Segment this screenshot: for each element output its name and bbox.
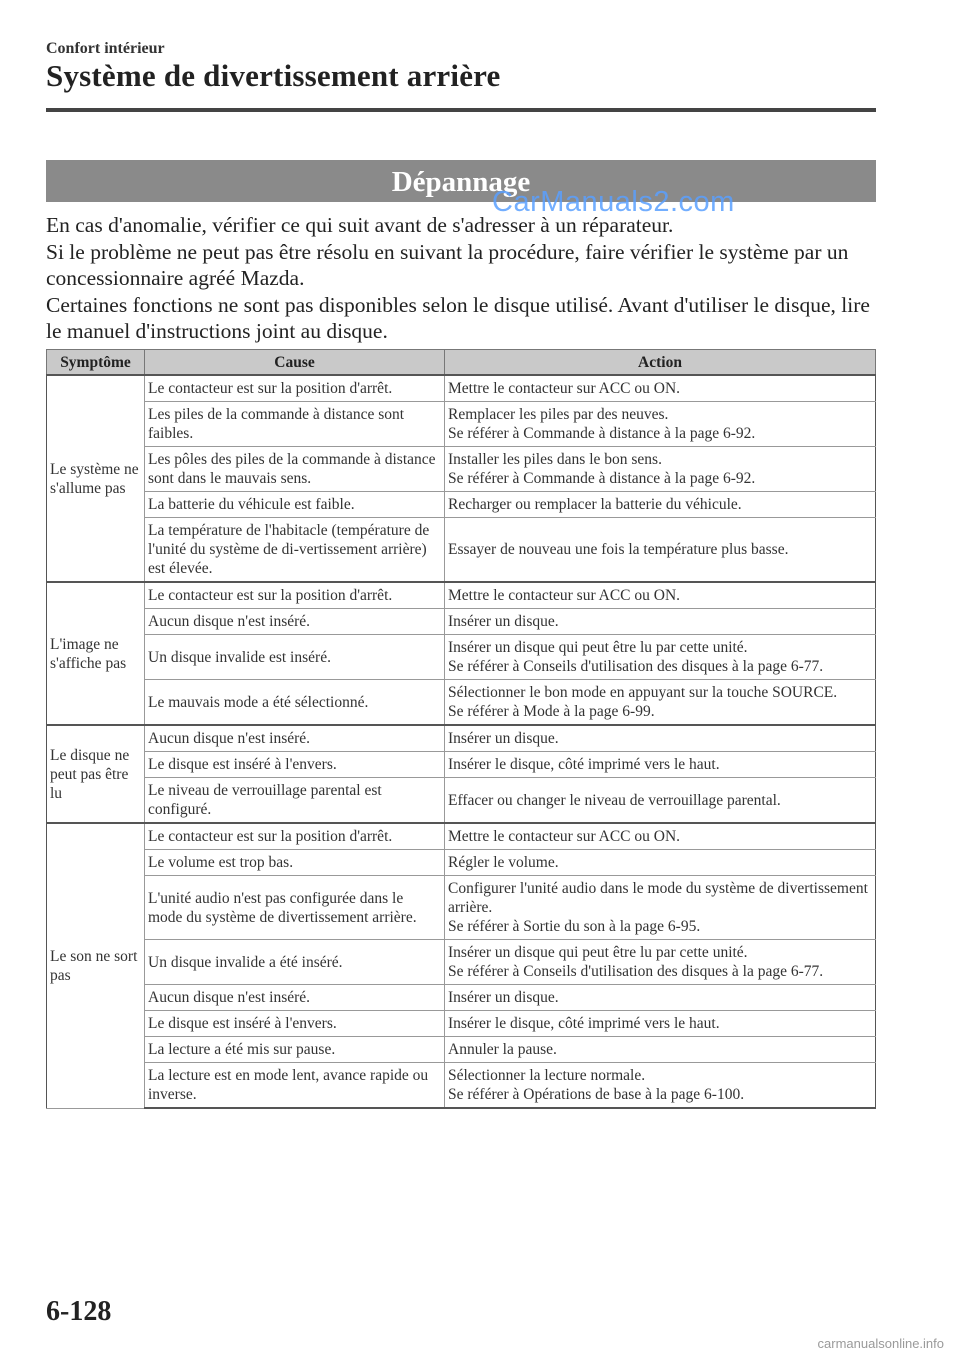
cause-cell: Aucun disque n'est inséré. [145, 985, 445, 1011]
cause-cell: Aucun disque n'est inséré. [145, 609, 445, 635]
cause-cell: Le contacteur est sur la position d'arrêt. [145, 582, 445, 609]
action-cell: Configurer l'unité audio dans le mode du système de divertissement arrière. Se référer à Sortie du son à la page 6-95. [445, 876, 876, 940]
page-title: Système de divertissement arrière [46, 58, 501, 93]
cause-cell: Un disque invalide est inséré. [145, 635, 445, 680]
table-row [47, 635, 876, 680]
cause-cell: Le mauvais mode a été sélectionné. [145, 680, 445, 726]
cause-cell: Les pôles des piles de la commande à distance sont dans le mauvais sens. [145, 447, 445, 492]
cause-cell: La batterie du véhicule est faible. [145, 492, 445, 518]
table-header-row [47, 350, 876, 376]
table-row [47, 1011, 876, 1037]
symptom-cell: Le son ne sort pas [47, 823, 145, 1108]
cause-cell: Le disque est inséré à l'envers. [145, 752, 445, 778]
header-cause: Cause [145, 350, 445, 376]
table-row [47, 1037, 876, 1063]
action-cell: Essayer de nouveau une fois la température plus basse. [445, 518, 876, 583]
cause-cell: Le disque est inséré à l'envers. [145, 1011, 445, 1037]
troubleshooting-table [46, 349, 876, 1109]
intro-paragraph: Si le problème ne peut pas être résolu en suivant la procédure, faire vérifier le système par un concessionnaire agréé Mazda. [46, 239, 849, 290]
table-row [47, 940, 876, 985]
table-body [47, 375, 876, 1108]
action-cell: Sélectionner la lecture normale. Se référer à Opérations de base à la page 6-100. [445, 1063, 876, 1109]
action-cell: Insérer un disque qui peut être lu par cette unité. Se référer à Conseils d'utilisation des disques à la page 6-77. [445, 635, 876, 680]
cause-cell: Le niveau de verrouillage parental est configuré. [145, 778, 445, 824]
cause-cell: Le contacteur est sur la position d'arrêt. [145, 375, 445, 402]
title-divider [46, 108, 876, 112]
action-cell: Sélectionner le bon mode en appuyant sur la touche SOURCE. Se référer à Mode à la page 6-99. [445, 680, 876, 726]
table-row [47, 985, 876, 1011]
table-row [47, 752, 876, 778]
table-row [47, 609, 876, 635]
cause-cell: Le volume est trop bas. [145, 850, 445, 876]
table-row [47, 725, 876, 752]
action-cell: Installer les piles dans le bon sens. Se référer à Commande à distance à la page 6-92. [445, 447, 876, 492]
action-cell: Insérer le disque, côté imprimé vers le haut. [445, 1011, 876, 1037]
table-row [47, 375, 876, 402]
action-cell: Mettre le contacteur sur ACC ou ON. [445, 582, 876, 609]
cause-cell: L'unité audio n'est pas configurée dans le mode du système de divertissement arrière. [145, 876, 445, 940]
cause-cell: Le contacteur est sur la position d'arrêt. [145, 823, 445, 850]
table-row [47, 518, 876, 583]
table-row [47, 402, 876, 447]
symptom-cell: Le système ne s'allume pas [47, 375, 145, 582]
action-cell: Remplacer les piles par des neuves. Se référer à Commande à distance à la page 6-92. [445, 402, 876, 447]
action-cell: Mettre le contacteur sur ACC ou ON. [445, 823, 876, 850]
action-cell: Insérer un disque. [445, 985, 876, 1011]
cause-cell: La lecture est en mode lent, avance rapide ou inverse. [145, 1063, 445, 1109]
action-cell: Insérer un disque qui peut être lu par cette unité. Se référer à Conseils d'utilisation des disques à la page 6-77. [445, 940, 876, 985]
action-cell: Insérer le disque, côté imprimé vers le haut. [445, 752, 876, 778]
intro-paragraph: En cas d'anomalie, vérifier ce qui suit avant de s'adresser à un réparateur. [46, 213, 674, 237]
cause-cell: Aucun disque n'est inséré. [145, 725, 445, 752]
action-cell: Mettre le contacteur sur ACC ou ON. [445, 375, 876, 402]
action-cell: Insérer un disque. [445, 609, 876, 635]
intro-text [46, 212, 876, 345]
intro-paragraph: Certaines fonctions ne sont pas disponibles selon le disque utilisé. Avant d'utiliser le disque, lire le manuel d'instructions joint au disque. [46, 292, 870, 343]
cause-cell: Un disque invalide a été inséré. [145, 940, 445, 985]
action-cell: Effacer ou changer le niveau de verrouillage parental. [445, 778, 876, 824]
table-row [47, 492, 876, 518]
header-action: Action [445, 350, 876, 376]
page-number: 6-128 [46, 1296, 112, 1327]
cause-cell: La température de l'habitacle (température de l'unité du système de di-vertissement arrière) est élevée. [145, 518, 445, 583]
table-row [47, 1063, 876, 1109]
table-row [47, 447, 876, 492]
watermark-text: CarManuals2.com [492, 186, 735, 218]
table-row [47, 850, 876, 876]
table-row [47, 876, 876, 940]
table-row [47, 582, 876, 609]
section-banner: Dépannage [46, 160, 876, 202]
table-row [47, 778, 876, 824]
table-row [47, 823, 876, 850]
action-cell: Régler le volume. [445, 850, 876, 876]
footer-watermark: carmanualsonline.info [817, 1336, 944, 1351]
symptom-cell: Le disque ne peut pas être lu [47, 725, 145, 823]
section-label: Confort intérieur [46, 40, 165, 57]
header-symptom: Symptôme [47, 350, 145, 376]
action-cell: Annuler la pause. [445, 1037, 876, 1063]
table-row [47, 680, 876, 726]
cause-cell: Les piles de la commande à distance sont faibles. [145, 402, 445, 447]
action-cell: Recharger ou remplacer la batterie du véhicule. [445, 492, 876, 518]
symptom-cell: L'image ne s'affiche pas [47, 582, 145, 725]
action-cell: Insérer un disque. [445, 725, 876, 752]
cause-cell: La lecture a été mis sur pause. [145, 1037, 445, 1063]
